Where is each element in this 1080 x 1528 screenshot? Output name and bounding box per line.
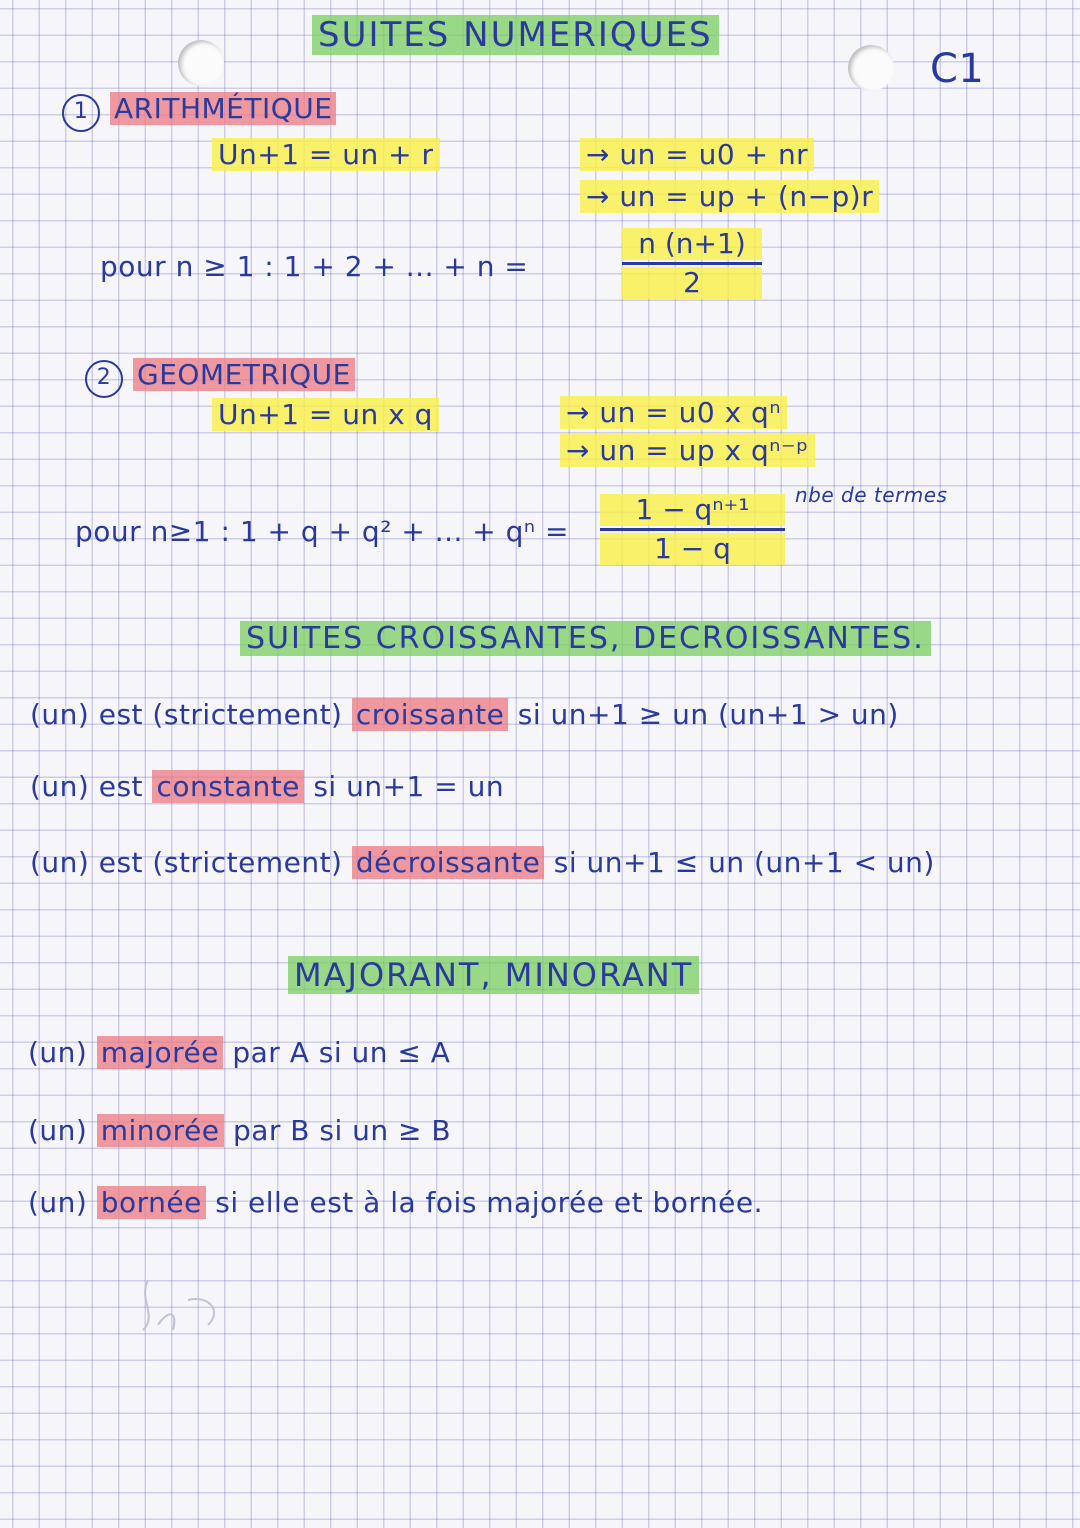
corner-label: C1 <box>930 46 985 92</box>
section1-recurrence-text: Un+1 = un + r <box>212 138 440 171</box>
section1-number: 1 <box>62 94 100 132</box>
section2-heading-text: GEOMETRIQUE <box>133 358 355 391</box>
section2-sum-fraction <box>600 494 785 565</box>
line-prefix: (un) <box>28 1114 88 1147</box>
section4-heading-text: MAJORANT, MINORANT <box>288 956 699 994</box>
section3-heading-text: SUITES CROISSANTES, DECROISSANTES. <box>240 621 931 656</box>
line-prefix: (un) <box>28 1186 88 1219</box>
section4-line2 <box>28 1114 451 1148</box>
faint-doodle-icon <box>128 1270 238 1350</box>
line-suffix: si un+1 ≥ un (un+1 > un) <box>517 698 899 731</box>
section2-recurrence-text: Un+1 = un x q <box>212 398 439 431</box>
section2-explicit1-text: → un = u0 x qⁿ <box>560 396 787 429</box>
section1-explicit2 <box>580 180 879 214</box>
section2-sum-denominator: 1 − q <box>600 533 785 565</box>
line-prefix: (un) <box>28 1036 88 1069</box>
section2-explicit2 <box>560 434 815 468</box>
section2-sum-prefix: pour n≥1 : 1 + q + q² + ... + qⁿ = <box>75 515 569 548</box>
section1-heading <box>62 92 336 132</box>
section1-explicit1 <box>580 138 814 172</box>
section1-sum-numerator: n (n+1) <box>622 228 762 260</box>
section2-sum-numerator: 1 − qⁿ⁺¹ <box>600 494 785 526</box>
section3-heading <box>240 622 931 656</box>
section1-explicit1-text: → un = u0 + nr <box>580 138 814 171</box>
line-prefix: (un) est (strictement) <box>30 698 343 731</box>
section2-explicit1 <box>560 396 787 430</box>
keyword-croissante: croissante <box>352 698 509 731</box>
section1-sum-prefix: pour n ≥ 1 : 1 + 2 + ... + n = <box>100 250 529 283</box>
section4-line1 <box>28 1036 450 1070</box>
keyword-decroissante: décroissante <box>352 846 545 879</box>
line-suffix: si un+1 = un <box>313 770 505 803</box>
page-title <box>312 15 719 55</box>
section2-recurrence <box>212 398 439 432</box>
section1-explicit2-text: → un = up + (n−p)r <box>580 180 879 213</box>
line-suffix: si un+1 ≤ un (un+1 < un) <box>553 846 935 879</box>
keyword-bornee: bornée <box>97 1186 206 1219</box>
section3-line2 <box>30 770 504 804</box>
keyword-minoree: minorée <box>97 1114 224 1147</box>
section2-explicit2-text: → un = up x qⁿ⁻ᵖ <box>560 434 815 467</box>
section1-sum-fraction <box>622 228 762 299</box>
keyword-constante: constante <box>152 770 303 803</box>
line-prefix: (un) est <box>30 770 144 803</box>
section1-heading-text: ARITHMÉTIQUE <box>110 92 336 125</box>
section1-recurrence <box>212 138 440 172</box>
punch-hole-right <box>848 45 894 91</box>
keyword-majoree: majorée <box>97 1036 223 1069</box>
section2-number: 2 <box>85 360 123 398</box>
line-suffix: par B si un ≥ B <box>232 1114 452 1147</box>
fraction-bar <box>622 262 762 265</box>
section1-sum-denominator: 2 <box>622 267 762 299</box>
line-prefix: (un) est (strictement) <box>30 846 343 879</box>
line-suffix: par A si un ≤ A <box>232 1036 451 1069</box>
section3-line3 <box>30 846 935 880</box>
page-title-text: SUITES NUMERIQUES <box>312 15 719 55</box>
line-suffix: si elle est à la fois majorée et bornée. <box>215 1186 764 1219</box>
section2-heading <box>85 358 355 398</box>
section4-heading <box>288 958 699 992</box>
section3-line1 <box>30 698 899 732</box>
section2-note: nbe de termes <box>795 483 948 507</box>
section4-line3 <box>28 1186 763 1220</box>
punch-hole-left <box>178 40 224 86</box>
fraction-bar <box>600 528 785 531</box>
